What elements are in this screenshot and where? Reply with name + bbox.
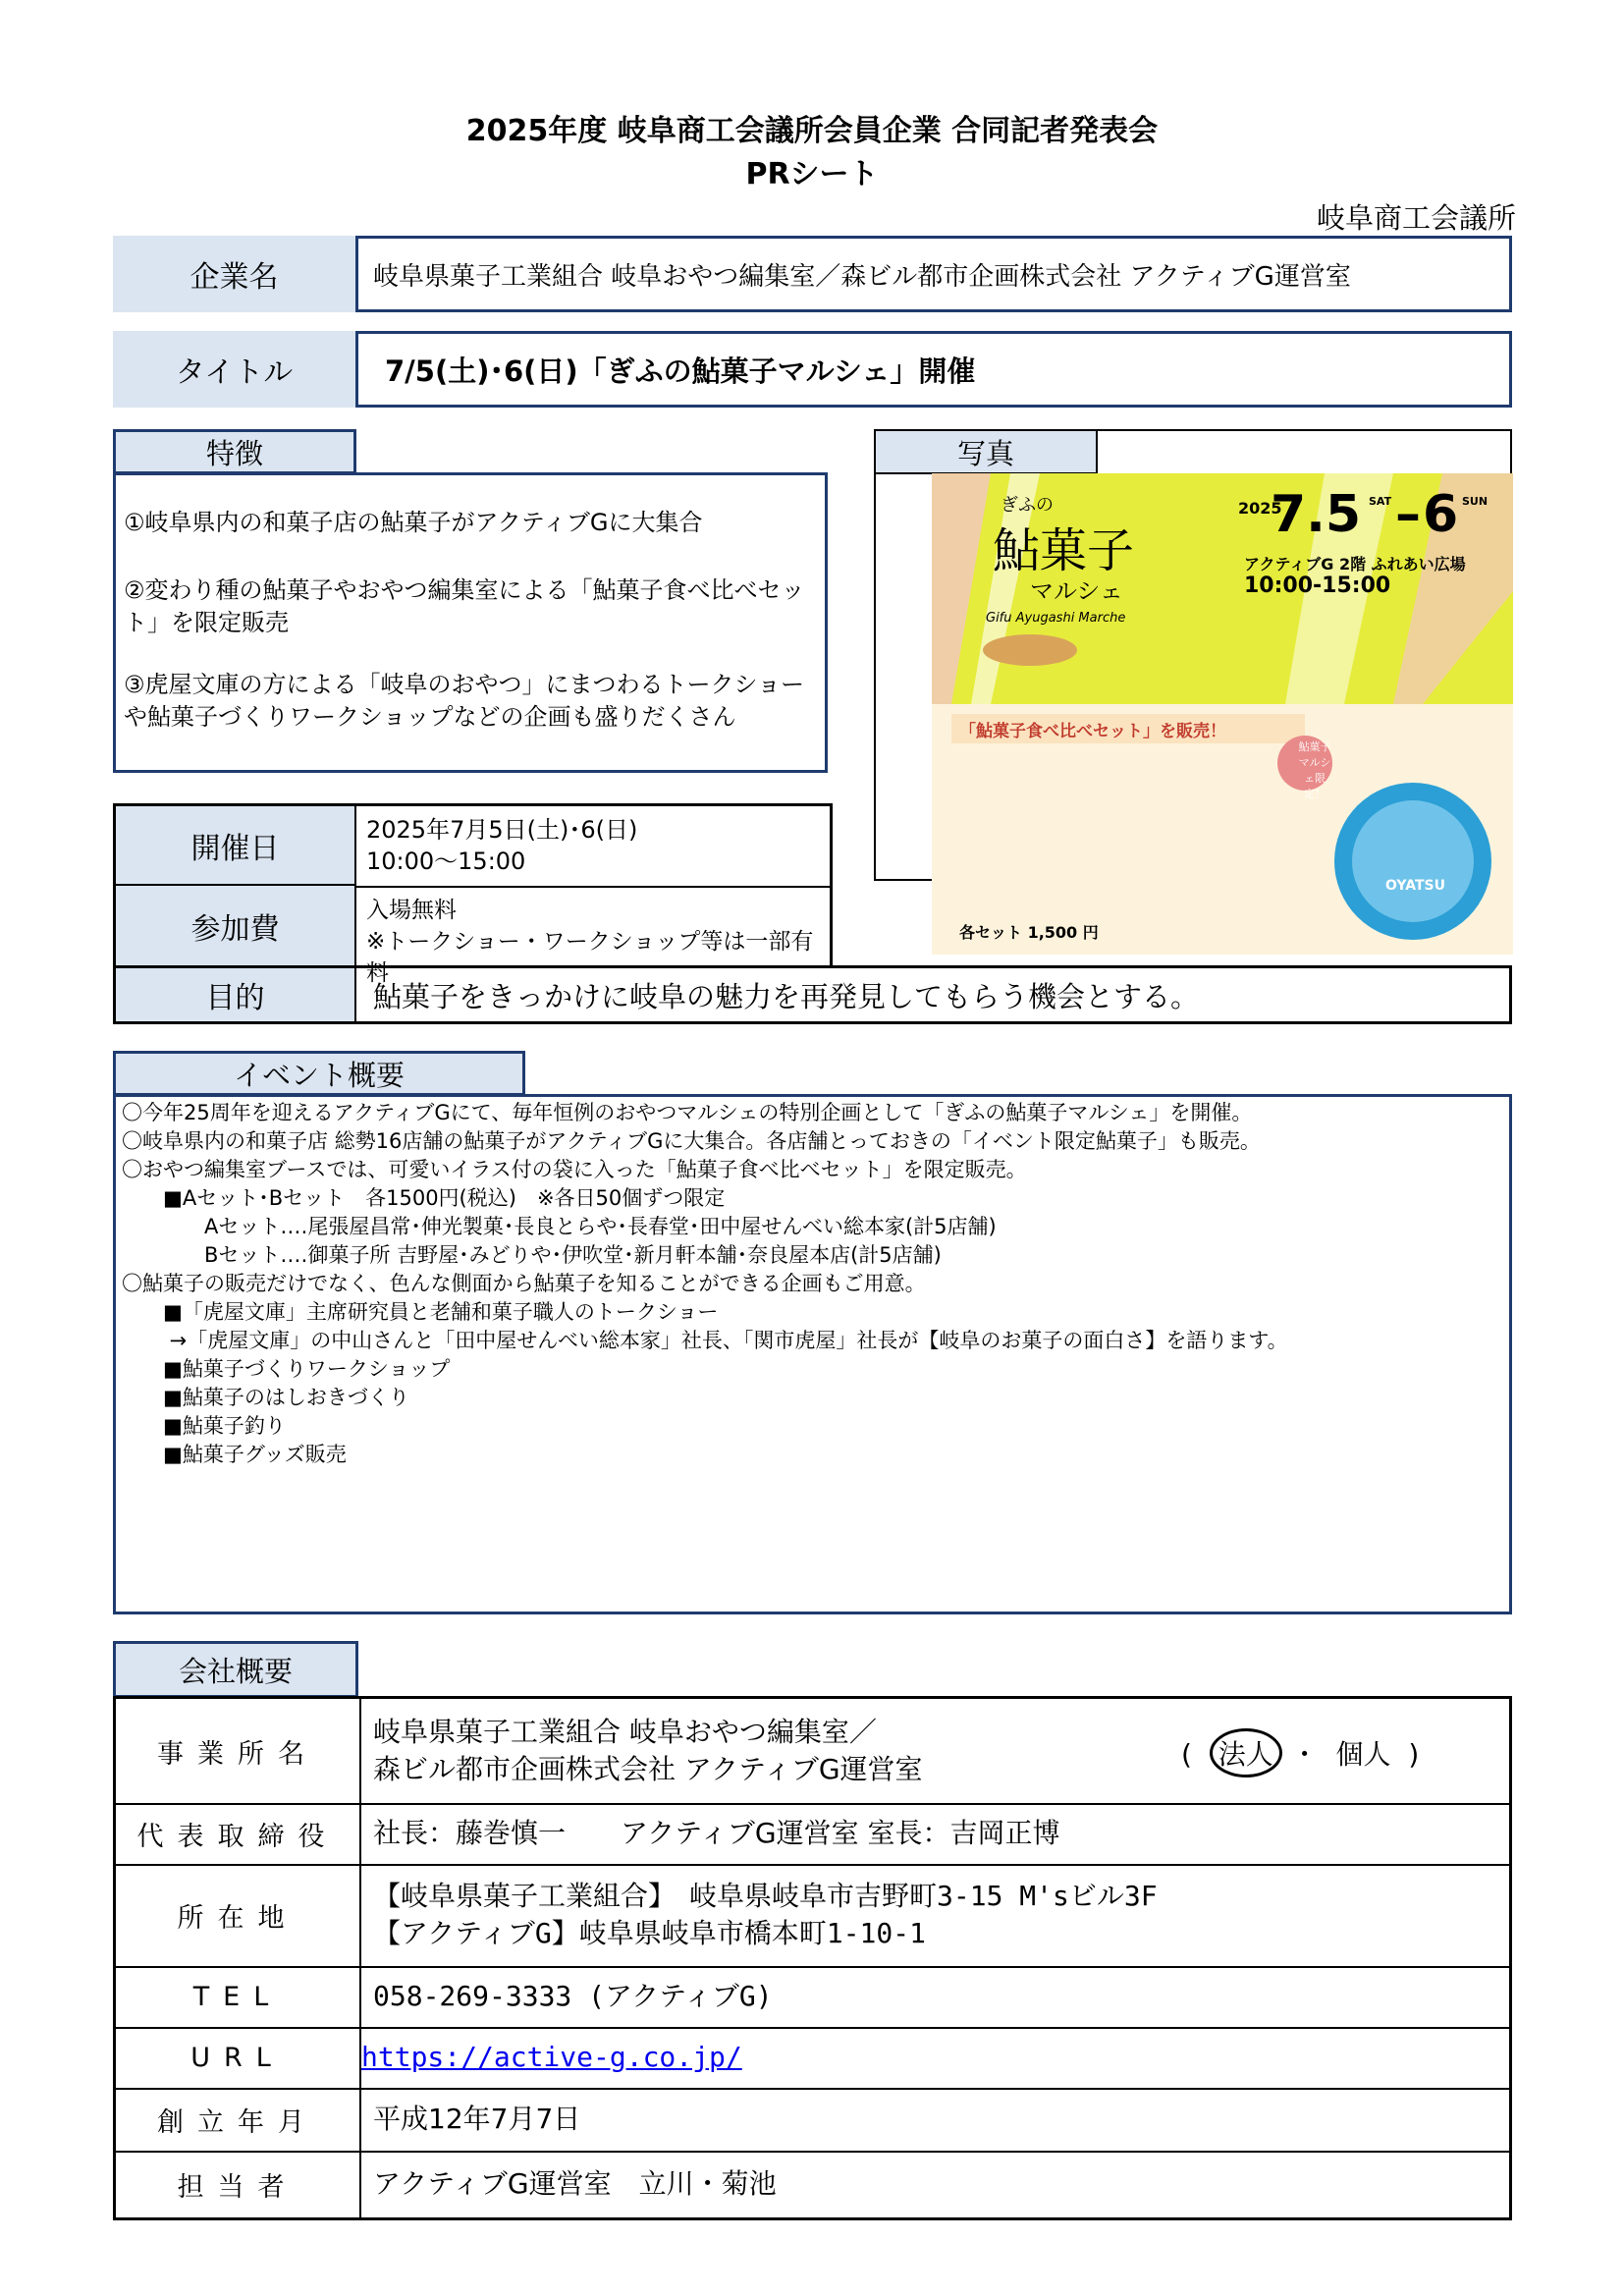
event-label: イベント概要 (113, 1051, 525, 1096)
event-line: 〇鮎菓子の販売だけでなく、色んな側面から鮎菓子を知ることができる企画もご用意。 (122, 1272, 926, 1295)
event-line: ■鮎菓子づくりワークショップ (122, 1357, 451, 1381)
office-line: 森ビル都市企画株式会社 アクティブG運営室 (373, 1753, 923, 1785)
poster-image (932, 473, 1513, 955)
feature-item: ①岐阜県内の和菓子店の鮎菓子がアクティブGに大集合 (124, 509, 703, 536)
feature-item: ③虎屋文庫の方による「岐阜のおやつ」にまつわるトークショーや鮎菓子づくりワークショップなどの企画も盛りだくさん (124, 671, 805, 731)
profile-row-value (373, 1803, 1499, 1864)
page-title: 2025年度 岐阜商工会議所会員企業 合同記者発表会 (465, 114, 1159, 148)
entity-type-selector (1181, 1728, 1419, 1777)
event-line: ■鮎菓子グッズ販売 (122, 1443, 347, 1466)
profile-row-label: 担当者 (116, 2151, 361, 2217)
poster-oyatsu: OYATSU (1385, 878, 1445, 894)
event-line: Bセット‥‥御菓子所 吉野屋･みどりや･伊吹堂･新月軒本舗･奈良屋本店(計5店舗) (122, 1243, 942, 1267)
poster-year: 2025 (1238, 499, 1282, 518)
features-label: 特徴 (113, 429, 356, 474)
profile-row-tel (116, 1966, 1509, 2029)
features-box (113, 472, 828, 773)
office-line: 岐阜県菓子工業組合 岐阜おやつ編集室／ (373, 1716, 877, 1748)
profile-row-label: 所在地 (116, 1864, 361, 1966)
date-line: 2025年7月5日(土)･6(日) (366, 816, 638, 844)
poster-sat: SAT (1369, 495, 1392, 508)
event-line: 〇おやつ編集室ブースでは、可愛いイラス付の袋に入った「鮎菓子食べ比べセット」を限定販売。 (122, 1158, 1027, 1181)
contact-line: アクティブG運営室 立川・菊池 (373, 2167, 777, 2200)
website-link[interactable]: https://active-g.co.jp/ (361, 2041, 742, 2073)
purpose-row (113, 965, 1512, 1024)
profile-row-value (373, 1864, 1499, 1966)
company-value: 岐阜県菓子工業組合 岐阜おやつ編集室／森ビル都市企画株式会社 アクティブG運営室 (373, 261, 1351, 292)
event-line: 〇岐阜県内の和菓子店 総勢16店舗の鮎菓子がアクティブGに大集合。各店舗とっておきの「イベント限定鮎菓子」も販売。 (122, 1129, 1261, 1153)
option-separator: ・ (1290, 1738, 1319, 1771)
poster-venue: アクティブG 2階 ふれあい広場 (1244, 555, 1466, 574)
date-fee-box (113, 803, 833, 986)
poster-date-b: 6 (1423, 485, 1459, 544)
founded-line: 平成12年7月7日 (373, 2103, 581, 2135)
poster-dash: – (1395, 485, 1421, 544)
entity-type-corporate: 法人 (1210, 1728, 1282, 1777)
fee-line: ※トークショー・ワークショップ等は一部有料 (366, 929, 814, 986)
divider (356, 886, 830, 888)
profile-row-value (373, 1966, 1499, 2027)
event-line: ■鮎菓子釣り (122, 1414, 286, 1438)
company-row (113, 236, 1512, 312)
date-label: 開催日 (116, 806, 356, 886)
address-line: 【アクティブG】岐阜県岐阜市橋本町1-10-1 (373, 1917, 926, 1949)
title-value: 7/5(土)･6(日)「ぎふの鮎菓子マルシェ」開催 (385, 354, 976, 388)
tel-line: 058-269-3333 (アクティブG) (373, 1980, 773, 2012)
poster-date-a: 7.5 (1271, 485, 1362, 544)
poster-badge: 鮎菓子マルシェ限定！ (1298, 740, 1331, 800)
paren-open: ( (1181, 1738, 1192, 1771)
title-row (113, 331, 1512, 408)
poster-roman: Gifu Ayugashi Marche (986, 611, 1126, 626)
poster-logo-main: 鮎菓子 (993, 523, 1135, 578)
profile-row-office (116, 1699, 1509, 1805)
event-box (113, 1094, 1512, 1614)
profile-row-contact (116, 2151, 1509, 2217)
profile-row-url (116, 2027, 1509, 2090)
address-line: 【岐阜県菓子工業組合】 岐阜県岐阜市吉野町3-15 M'sビル3F (373, 1880, 1158, 1912)
event-line: Aセット‥‥尾張屋昌常･伸光製菓･長良とらや･長春堂･田中屋せんべい総本家(計5店舗) (122, 1215, 997, 1238)
profile-row-founded (116, 2088, 1509, 2153)
fee-label: 参加費 (116, 886, 356, 965)
date-value (366, 814, 637, 877)
profile-row-value (373, 2151, 1499, 2217)
event-line: ■鮎菓子のはしおきづくり (122, 1386, 409, 1409)
event-line: →「虎屋文庫」の中山さんと「田中屋せんべい総本家」社長、「関市虎屋」社長が【岐阜のお菓子の面白さ】を語ります。 (122, 1329, 1288, 1352)
profile-row-label: 事業所名 (116, 1699, 361, 1803)
purpose-label: 目的 (116, 968, 356, 1021)
profile-row-label: 代表取締役 (116, 1803, 361, 1864)
profile-row-label: 創立年月 (116, 2088, 361, 2151)
purpose-value: 鮎菓子をきっかけに岐阜の魅力を再発見してもらう機会とする。 (373, 979, 1200, 1013)
event-line: 〇今年25周年を迎えるアクティブGにて、毎年恒例のおやつマルシェの特別企画として「ぎふの鮎菓子マルシェ」を開催。 (122, 1101, 1253, 1124)
profile-label: 会社概要 (113, 1641, 358, 1698)
poster-logo-small: ぎふの (1001, 495, 1054, 516)
poster-logo-sub: マルシェ (1030, 577, 1123, 605)
photo-label: 写真 (874, 429, 1098, 474)
company-label: 企業名 (113, 236, 358, 312)
profile-row-label: URL (116, 2027, 361, 2088)
fee-line: 入場無料 (366, 898, 457, 923)
profile-table (113, 1696, 1512, 2220)
profile-row-value (361, 2027, 1499, 2088)
event-line: ■「虎屋文庫」主席研究員と老舗和菓子職人のトークショー (122, 1300, 719, 1324)
poster-price: 各セット 1,500 円 (959, 923, 1099, 942)
page-subtitle: PRシート (745, 157, 879, 191)
poster-sun: SUN (1462, 495, 1489, 508)
profile-row-ceo (116, 1803, 1509, 1866)
poster-time: 10:00-15:00 (1244, 574, 1391, 598)
event-line: ■Aセット･Bセット 各1500円(税込) ※各日50個ずつ限定 (122, 1186, 726, 1210)
profile-row-label: TEL (116, 1966, 361, 2027)
profile-row-address (116, 1864, 1509, 1968)
poster-banner: 「鮎菓子食べ比べセット」を販売！ (959, 722, 1226, 741)
feature-item: ②変わり種の鮎菓子やおやつ編集室による「鮎菓子食べ比べセット」を限定販売 (124, 576, 805, 636)
paren-close: ) (1408, 1738, 1420, 1771)
entity-type-individual: 個人 (1335, 1738, 1391, 1771)
title-label: タイトル (113, 331, 358, 408)
organizer: 岐阜商工会議所 (1316, 201, 1516, 235)
ceo-line: 社長：藤巻慎一 アクティブG運営室 室長：吉岡正博 (373, 1817, 1060, 1849)
profile-row-value (373, 2088, 1499, 2151)
date-line: 10:00～15:00 (366, 847, 526, 875)
